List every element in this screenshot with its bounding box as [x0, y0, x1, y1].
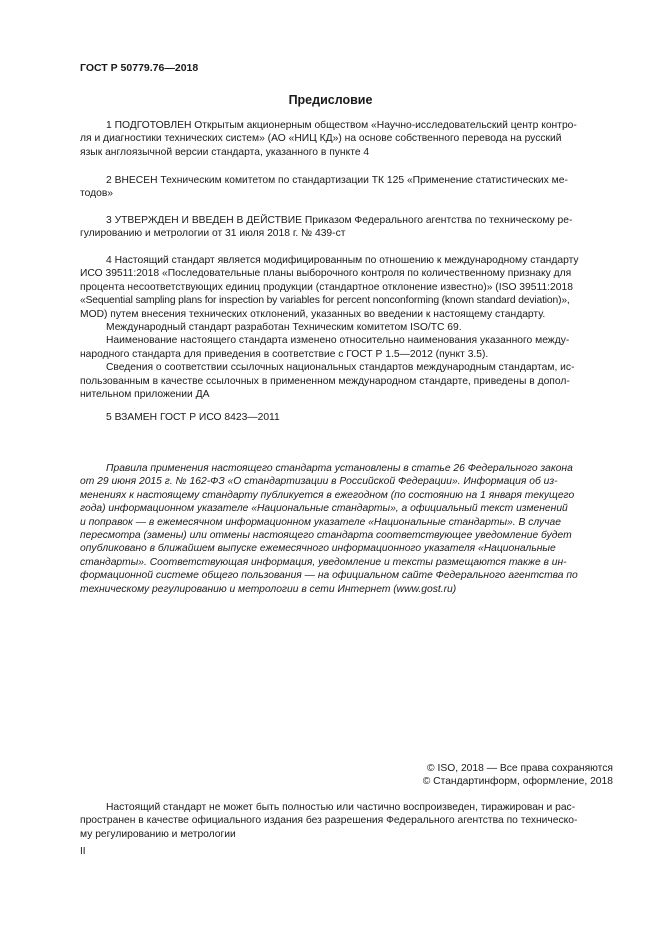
text-line: и поправок — в ежемесячном информационном указателе «Национальные стандарты». В случае [80, 516, 561, 528]
text-line: 5 ВЗАМЕН ГОСТ Р ИСО 8423—2011 [106, 412, 280, 423]
text-line: формационной системе общего пользования — на официальном сайте Федерального агентства по [80, 570, 578, 582]
text-line: года) информационном указателе «Национальные стандарты», а официальный текст изменений [80, 503, 568, 515]
copyright-standartinform: © Стандартинформ, оформление, 2018 [422, 776, 613, 788]
text-line: от 29 июня 2015 г. № 162-ФЗ «О стандартизации в Российской Федерации». Информация об из- [80, 476, 558, 488]
text-line: ля и диагностики технических систем» (АО «НИЦ КД») на основе собственного перевода на русский [80, 133, 562, 145]
copyright-block [80, 762, 613, 789]
text-line: техническому регулированию и метрологии в сети Интернет (www.gost.ru) [80, 583, 457, 595]
text-line: 3 УТВЕРЖДЕН И ВВЕДЕН В ДЕЙСТВИЕ Приказом Федерального агентства по техническому ре- [106, 215, 573, 226]
paragraph-replaces [80, 411, 613, 424]
text-line: стандарты». Соответствующая информация, уведомление и тексты размещаются также в ин- [80, 556, 567, 568]
text-line: процента несоответствующих единиц продукции (стандартное отклонение известно)» (ISO 39511:2018 [80, 281, 573, 293]
page-title: Предисловие [288, 93, 373, 107]
text-line: Правила применения настоящего стандарта установлены в статье 26 Федерального закона [106, 463, 573, 474]
text-line: нительном приложении ДА [80, 389, 210, 401]
text-line: Настоящий стандарт не может быть полностью или частично воспроизведен, тиражирован и рас- [106, 802, 576, 813]
paragraph-approved [80, 214, 613, 241]
text-line: пространен в качестве официального издания без разрешения Федерального агентства по техническо- [80, 815, 578, 827]
text-line: народного стандарта для приведения в соответствие с ГОСТ Р 1.5—2012 (пункт 3.5). [80, 348, 489, 360]
text-line: гулированию и метрологии от 31 июля 2018 г. № 439-ст [80, 228, 346, 240]
text-line: 1 ПОДГОТОВЛЕН Открытым акционерным обществом «Научно-исследовательский центр контро- [106, 120, 577, 131]
text-line: 2 ВНЕСЕН Техническим комитетом по стандартизации ТК 125 «Применение статистических ме- [106, 175, 568, 186]
text-line: пользованным в качестве ссылочных в примененном международном стандарте, приведены в допол- [80, 375, 570, 387]
text-line: язык англоязычной версии стандарта, указанного в пункте 4 [80, 146, 370, 158]
page-number: II [80, 846, 86, 857]
text-line: Наименование настоящего стандарта изменено относительно наименования указанного между- [106, 335, 570, 347]
reproduction-notice [80, 801, 613, 841]
text-line: му регулированию и метрологии [80, 828, 236, 840]
text-line: пересмотра (замены) или отмены настоящего стандарта соответствующее уведомление будет [80, 530, 572, 542]
paragraph-prepared-by [80, 119, 613, 159]
text-line: Сведения о соответствии ссылочных национальных стандартов международным стандартам, ис- [106, 362, 575, 374]
text-line: MOD) путем внесения технических отклонений, указанных во введении к настоящему стандарту. [80, 308, 546, 320]
text-line: Международный стандарт разработан Техническим комитетом ISO/TC 69. [106, 322, 462, 334]
application-rules-notice [80, 462, 613, 596]
text-line: ИСО 39511:2018 «Последовательные планы выборочного контроля по количественному признаку для [80, 268, 572, 280]
paragraph-submitted-by [80, 174, 613, 201]
copyright-iso: © ISO, 2018 — Все права сохраняются [427, 763, 613, 774]
text-line: опубликовано в ближайшем выпуске ежемесячного информационного указателя «Национальные [80, 543, 556, 555]
text-line: «Sequential sampling plans for inspection by variables for percent nonconforming (known standard deviation)», [80, 295, 570, 307]
standard-code: ГОСТ Р 50779.76—2018 [80, 62, 199, 74]
paragraph-modification [80, 254, 613, 401]
text-line: менениях к настоящему стандарту публикуется в ежегодном (по состоянию на 1 января текущего [80, 489, 575, 501]
text-line: 4 Настоящий стандарт является модифицированным по отношению к международному стандарту [106, 255, 579, 266]
text-line: тодов» [80, 188, 114, 200]
